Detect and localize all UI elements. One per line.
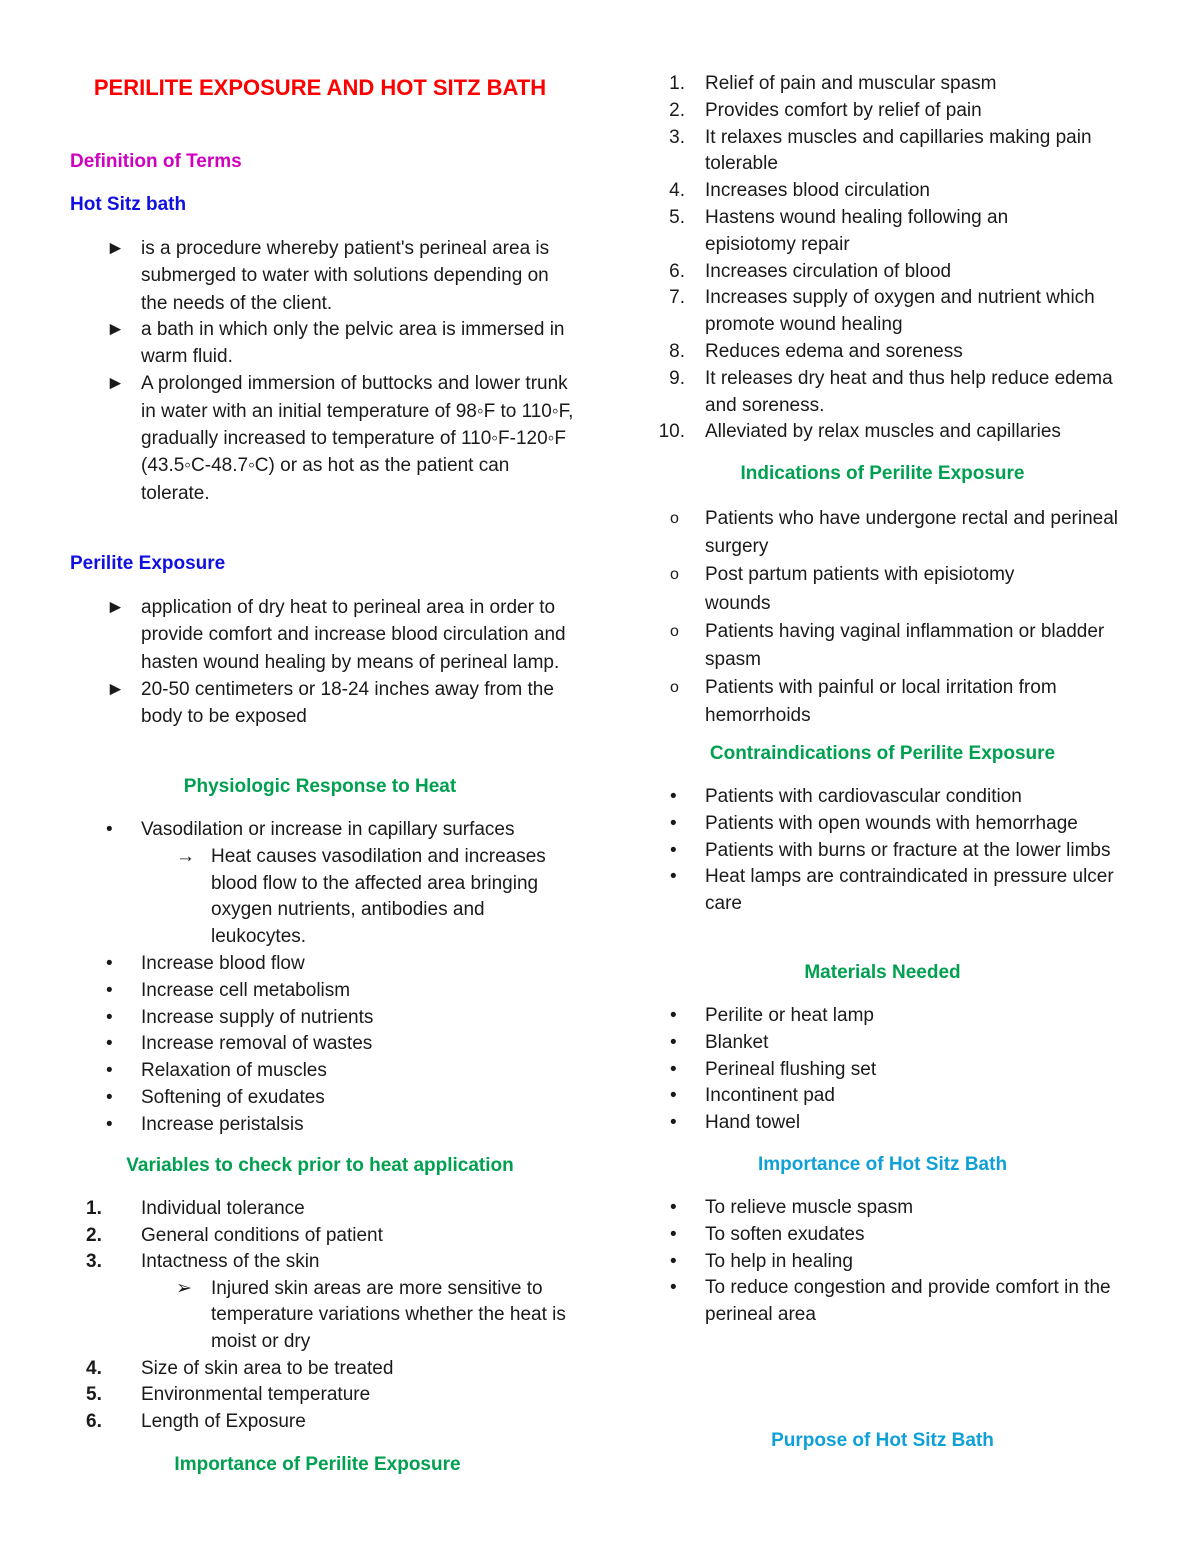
arrow-bullet-icon: ► bbox=[106, 318, 125, 340]
variables-heading: Variables to check prior to heat application bbox=[126, 1155, 514, 1176]
list-item: o Patients with painful or local irritation from hemorrhoids bbox=[705, 674, 1125, 730]
arrow-bullet-icon: ► bbox=[106, 678, 125, 700]
list-item: • Softening of exudates bbox=[141, 1085, 581, 1112]
bullet-icon: • bbox=[670, 866, 677, 888]
bullet-icon: • bbox=[670, 1031, 677, 1053]
list-item: ► application of dry heat to perineal area in order to provide comfort and increase blood circulation and hasten wound healing by means of perineal lamp. bbox=[141, 594, 576, 676]
bullet-icon: • bbox=[106, 952, 113, 974]
list-item: ► 20-50 centimeters or 18-24 inches away from the body to be exposed bbox=[141, 676, 576, 731]
bullet-icon: • bbox=[670, 839, 677, 861]
list-item: • Heat lamps are contraindicated in pressure ulcer care bbox=[670, 866, 1114, 915]
bullet-icon: • bbox=[670, 1058, 677, 1080]
list-item: • Hand towel bbox=[705, 1110, 1125, 1137]
indications-list bbox=[670, 505, 1125, 731]
bullet-icon: • bbox=[106, 1033, 113, 1055]
list-item: ► a bath in which only the pelvic area is immersed in warm fluid. bbox=[141, 316, 576, 371]
list-item: 6. Increases circulation of blood bbox=[669, 260, 952, 282]
document-title: PERILITE EXPOSURE AND HOT SITZ BATH bbox=[93, 75, 547, 100]
list-item: 2. General conditions of patient bbox=[86, 1224, 383, 1246]
list-item: 6. Length of Exposure bbox=[86, 1410, 306, 1432]
hot-sitz-heading: Hot Sitz bath bbox=[70, 194, 187, 215]
importance-perilite-heading: Importance of Perilite Exposure bbox=[174, 1454, 461, 1475]
bullet-icon: • bbox=[670, 786, 677, 807]
bullet-icon: • bbox=[670, 1112, 677, 1134]
list-item: ➢ Injured skin areas are more sensitive to temperature variations whether the heat is moist or dry bbox=[176, 1277, 566, 1352]
circle-bullet-icon: o bbox=[670, 510, 679, 527]
list-item: ► is a procedure whereby patient's perineal area is submerged to water with solutions depending on the needs of the client. bbox=[141, 235, 576, 317]
hot-sitz-list bbox=[106, 235, 576, 507]
list-item: o Post partum patients with episiotomy wounds bbox=[705, 561, 1125, 617]
materials-heading: Materials Needed bbox=[804, 962, 961, 983]
list-item: • To soften exudates bbox=[705, 1222, 1120, 1249]
list-item: 5. Hastens wound healing following an episiotomy repair bbox=[669, 206, 1009, 255]
bullet-icon: • bbox=[670, 812, 677, 834]
importance-sitz-list bbox=[670, 1195, 1120, 1329]
list-item: • Relaxation of muscles bbox=[141, 1058, 581, 1085]
list-item: 4. Increases blood circulation bbox=[669, 180, 930, 202]
importance-perilite-list bbox=[658, 71, 1125, 446]
list-item: 8. Reduces edema and soreness bbox=[669, 340, 963, 362]
list-item: o Patients having vaginal inflammation or bladder spasm bbox=[705, 618, 1125, 674]
list-item: • Blanket bbox=[705, 1030, 1125, 1057]
circle-bullet-icon: o bbox=[670, 679, 679, 697]
contraindications-heading: Contraindications of Perilite Exposure bbox=[709, 743, 1056, 764]
circle-bullet-icon: o bbox=[670, 622, 679, 640]
check-arrow-icon: ➢ bbox=[176, 1277, 192, 1299]
bullet-icon: • bbox=[106, 1113, 113, 1135]
purpose-heading: Purpose of Hot Sitz Bath bbox=[771, 1430, 994, 1451]
bullet-icon: • bbox=[670, 1250, 677, 1272]
list-item: • Patients with cardiovascular condition bbox=[705, 784, 1135, 811]
bullet-icon: • bbox=[106, 979, 113, 1001]
list-item: • To reduce congestion and provide comfort in the perineal area bbox=[670, 1277, 1111, 1326]
list-item: • Increase removal of wastes bbox=[141, 1031, 581, 1058]
arrow-bullet-icon: ► bbox=[106, 597, 125, 618]
bullet-icon: • bbox=[106, 1086, 113, 1108]
list-item: • Patients with burns or fracture at the lower limbs bbox=[705, 838, 1135, 865]
bullet-icon: • bbox=[670, 1085, 677, 1107]
bullet-icon: • bbox=[670, 1197, 677, 1218]
list-item: 9. It releases dry heat and thus help reduce edema and soreness. bbox=[669, 367, 1113, 416]
materials-list bbox=[670, 1003, 1125, 1137]
bullet-icon: • bbox=[106, 1006, 113, 1028]
list-item: • Increase peristalsis bbox=[141, 1112, 581, 1139]
bullet-icon: • bbox=[106, 819, 113, 840]
indications-heading: Indications of Perilite Exposure bbox=[740, 463, 1025, 484]
list-item: • To help in healing bbox=[705, 1249, 1120, 1276]
bullet-icon: • bbox=[106, 1060, 113, 1082]
list-item: → Heat causes vasodilation and increases blood flow to the affected area bringing oxygen nutrients, antibodies and leukocytes. bbox=[176, 845, 546, 948]
list-item: 1. Relief of pain and muscular spasm bbox=[669, 73, 997, 94]
contraindications-list bbox=[670, 784, 1135, 918]
list-item: 5. Environmental temperature bbox=[86, 1384, 371, 1406]
perilite-heading: Perilite Exposure bbox=[70, 553, 226, 574]
list-item: o Patients who have undergone rectal and perineal surgery bbox=[705, 505, 1125, 561]
list-item: • Perineal flushing set bbox=[705, 1057, 1125, 1084]
arrow-bullet-icon: ► bbox=[106, 238, 125, 259]
list-item: 3. Intactness of the skin bbox=[86, 1251, 320, 1273]
list-item: ► A prolonged immersion of buttocks and lower trunk in water with an initial temperature of 98◦F to 110◦F, gradually increased to temperature of 110◦F-120◦F (43.5◦C-48.7◦C) or as hot as the patient can tolerate. bbox=[141, 370, 576, 506]
list-item: • Patients with open wounds with hemorrhage bbox=[705, 811, 1135, 838]
list-item: 7. Increases supply of oxygen and nutrient which promote wound healing bbox=[669, 287, 1095, 336]
physiologic-heading: Physiologic Response to Heat bbox=[183, 776, 457, 797]
definition-heading: Definition of Terms bbox=[70, 151, 242, 172]
bullet-icon: • bbox=[670, 1223, 677, 1245]
list-item: 1. Individual tolerance bbox=[86, 1198, 305, 1219]
variables-list bbox=[86, 1196, 581, 1435]
list-item: • Increase cell metabolism bbox=[141, 978, 581, 1005]
list-item: 4. Size of skin area to be treated bbox=[86, 1357, 394, 1379]
list-item: • Increase blood flow bbox=[141, 951, 581, 978]
list-item: 3. It relaxes muscles and capillaries making pain tolerable bbox=[669, 126, 1092, 175]
circle-bullet-icon: o bbox=[670, 566, 679, 584]
list-item: 2. Provides comfort by relief of pain bbox=[669, 99, 982, 121]
arrow-bullet-icon: ► bbox=[106, 373, 125, 395]
bullet-icon: • bbox=[670, 1277, 677, 1299]
list-item: • Perilite or heat lamp bbox=[705, 1003, 1125, 1030]
right-arrow-icon: → bbox=[176, 845, 195, 867]
physiologic-list bbox=[106, 817, 581, 1139]
list-item: • To relieve muscle spasm bbox=[705, 1195, 1120, 1222]
list-item: • Increase supply of nutrients bbox=[141, 1005, 581, 1032]
importance-sitz-heading: Importance of Hot Sitz Bath bbox=[757, 1154, 1008, 1175]
list-item: 10. Alleviated by relax muscles and capillaries bbox=[658, 421, 1061, 443]
bullet-icon: • bbox=[670, 1005, 677, 1026]
list-item: • Incontinent pad bbox=[705, 1083, 1125, 1110]
perilite-list bbox=[106, 594, 576, 730]
list-item: • Vasodilation or increase in capillary surfaces bbox=[141, 817, 581, 844]
